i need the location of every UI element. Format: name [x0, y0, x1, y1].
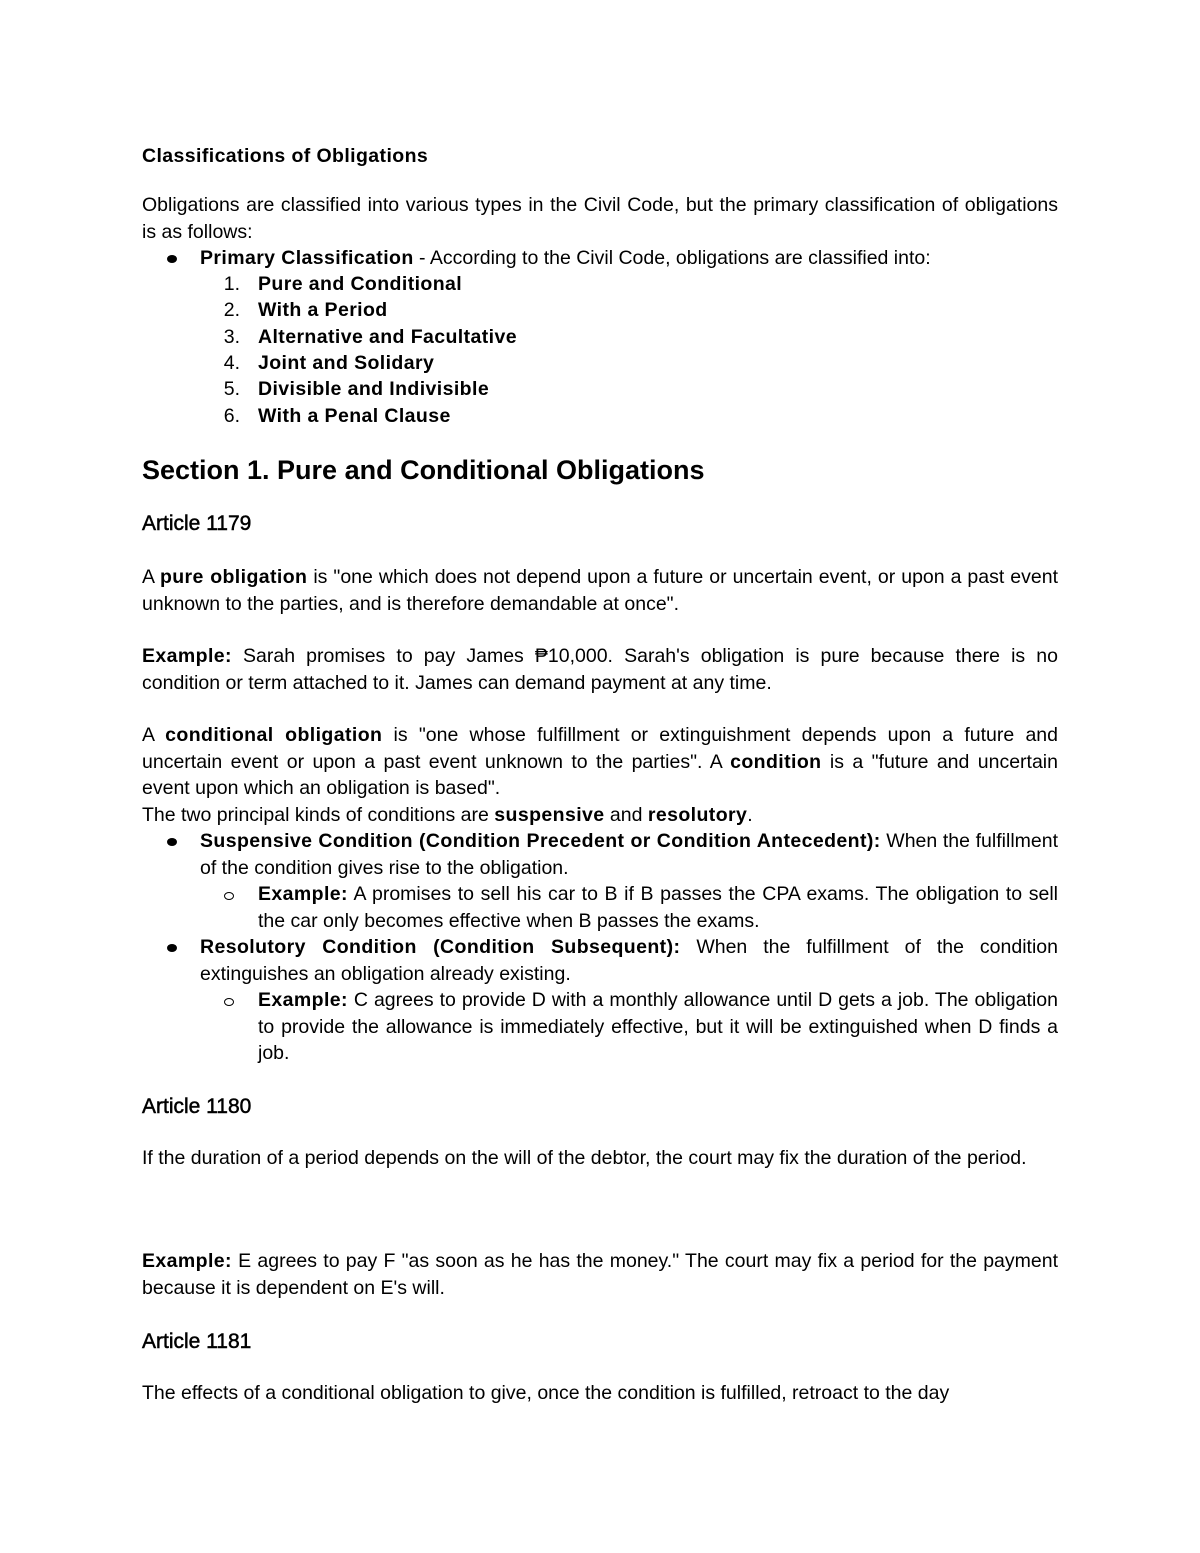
- bullet-icon: [167, 944, 177, 952]
- text: .: [747, 804, 753, 826]
- list-number: 5.: [223, 378, 240, 400]
- term-suspensive: suspensive: [494, 804, 605, 826]
- example-paragraph: [142, 643, 1058, 696]
- intro-text: Obligations are classified into various types in the Civil Code, but the primary classification of obligations is as follows:: [142, 194, 1058, 243]
- primary-classification-label: Primary Classification: [200, 247, 414, 269]
- bullet-icon: [167, 838, 177, 846]
- text: E agrees to pay F "as soon as he has the money." The court may fix a period for the payment because it is dependent on E's will.: [142, 1250, 1058, 1299]
- term-conditional-obligation: conditional obligation: [165, 724, 383, 746]
- list-number: 6.: [223, 405, 240, 427]
- article-heading: Article 1179: [142, 512, 252, 535]
- text: and: [604, 804, 648, 826]
- article-1181-paragraph: [142, 1380, 1058, 1407]
- text: A: [142, 566, 160, 588]
- conditional-obligation-paragraph: [142, 722, 1058, 802]
- list-item: Pure and Conditional: [258, 273, 463, 295]
- text: When the fulfillment of the condition extinguishes an obligation already existing.: [200, 936, 1058, 985]
- text: If the duration of a period depends on the will of the debtor, the court may fix the duration of the period.: [142, 1147, 1027, 1169]
- primary-classification-item: [200, 245, 931, 271]
- text: C agrees to provide D with a monthly allowance until D gets a job. The obligation to provide the allowance is immediately effective, but it will be extinguished when D finds a job.: [258, 989, 1058, 1064]
- text: The effects of a conditional obligation to give, once the condition is fulfilled, retroact to the day: [142, 1382, 950, 1404]
- text: A promises to sell his car to B if B passes the CPA exams. The obligation to sell the car only becomes effective when B passes the exams.: [258, 883, 1058, 932]
- section-heading: Section 1. Pure and Conditional Obligations: [142, 455, 705, 485]
- list-item: Joint and Solidary: [258, 352, 435, 374]
- list-item: With a Penal Clause: [258, 405, 451, 427]
- list-number: 2.: [223, 299, 240, 321]
- list-item: Divisible and Indivisible: [258, 378, 490, 400]
- text: is "one whose fulfillment or extinguishment depends upon a future and uncertain event or upon a past event unknown to the parties". A: [142, 724, 1058, 773]
- example-label: Example:: [142, 645, 232, 667]
- text: A: [142, 724, 166, 746]
- list-item: With a Period: [258, 299, 388, 321]
- text: The two principal kinds of conditions are: [142, 804, 495, 826]
- document-title: Classifications of Obligations: [142, 145, 429, 167]
- list-number: 1.: [223, 273, 240, 295]
- example-label: Example:: [142, 1250, 232, 1272]
- suspensive-condition-item: [200, 828, 1058, 881]
- pure-obligation-paragraph: [142, 564, 1058, 617]
- article-1180-paragraph: [142, 1145, 1058, 1172]
- circle-bullet-icon: [224, 998, 234, 1006]
- term-pure-obligation: pure obligation: [159, 566, 308, 588]
- primary-classification-text: - According to the Civil Code, obligations are classified into:: [413, 247, 931, 269]
- resolutory-example-item: [258, 987, 1058, 1067]
- article-heading: Article 1181: [142, 1330, 252, 1353]
- text: is a "future and uncertain event upon which an obligation is based".: [142, 750, 1058, 799]
- bullet-icon: [167, 255, 177, 263]
- text: When the fulfillment of the condition gives rise to the obligation.: [200, 830, 1059, 879]
- text: Sarah promises to pay James ₱10,000. Sarah's obligation is pure because there is no condition or term attached to it. James can demand payment at any time.: [142, 645, 1058, 694]
- list-number: 4.: [223, 352, 240, 374]
- circle-bullet-icon: [224, 892, 234, 900]
- example-label: Example:: [258, 883, 348, 905]
- example-paragraph: [142, 1248, 1058, 1301]
- term-resolutory: resolutory: [647, 804, 748, 826]
- list-item: Alternative and Facultative: [258, 326, 517, 348]
- list-number: 3.: [223, 326, 240, 348]
- article-heading: Article 1180: [142, 1095, 252, 1118]
- resolutory-condition-label: Resolutory Condition (Condition Subsequent):: [200, 936, 681, 958]
- term-condition: condition: [730, 750, 822, 773]
- example-label: Example:: [258, 989, 348, 1011]
- suspensive-condition-label: Suspensive Condition (Condition Precedent or Condition Antecedent):: [200, 830, 881, 852]
- suspensive-example-item: [258, 881, 1058, 934]
- intro-paragraph: [142, 192, 1058, 245]
- text: is "one which does not depend upon a future or uncertain event, or upon a past event unknown to the parties, and is therefore demandable at once".: [142, 566, 1058, 615]
- resolutory-condition-item: [200, 934, 1058, 987]
- kinds-of-conditions-line: [142, 802, 753, 828]
